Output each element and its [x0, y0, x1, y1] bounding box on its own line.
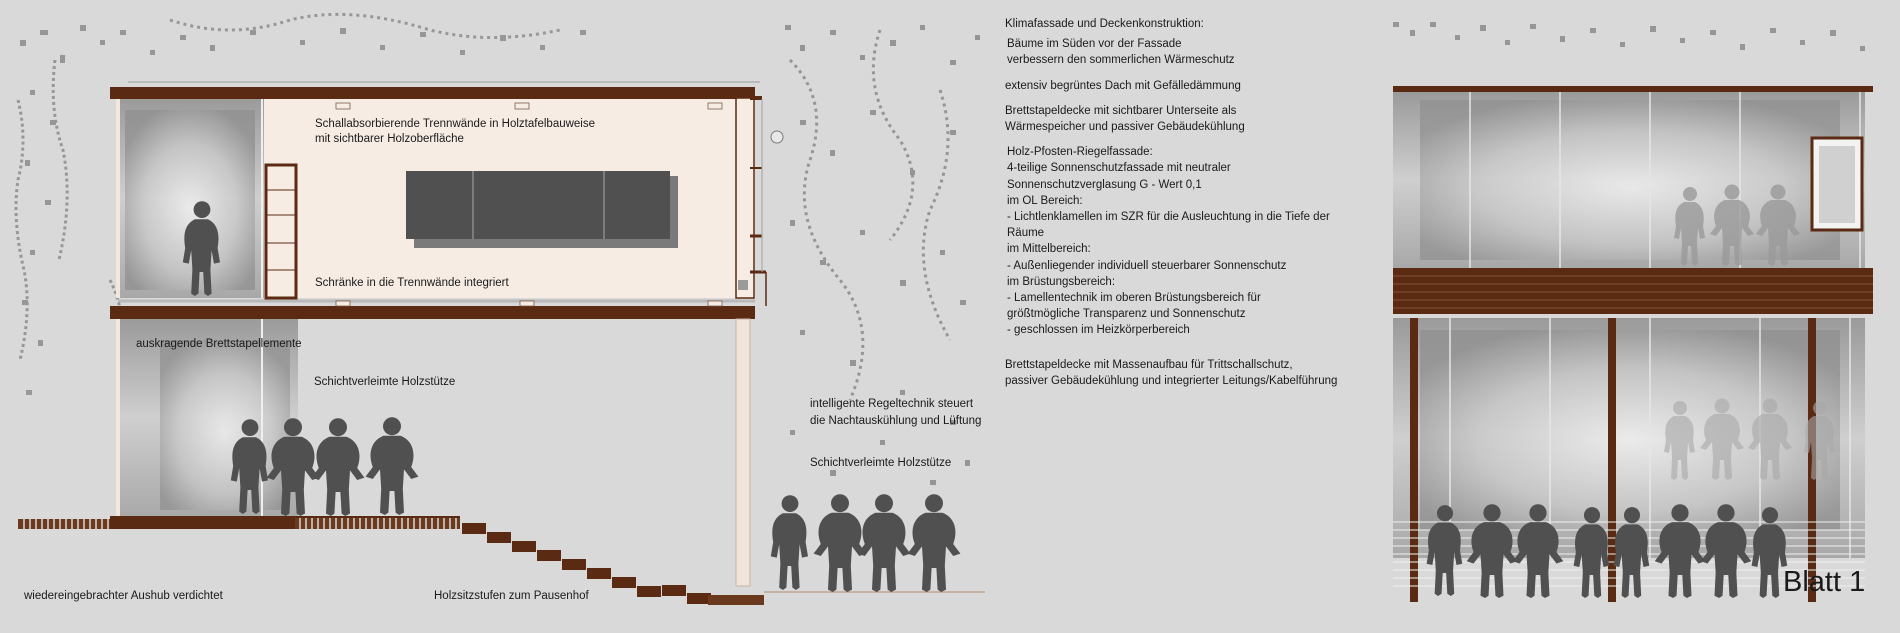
sheet-number: Blatt 1: [1783, 566, 1866, 598]
notes-facade-10: - Lamellentechnik im oberen Brüstungsbereich für: [1007, 292, 1261, 305]
notes-trees-2: verbessern den sommerlichen Wärmeschutz: [1007, 54, 1235, 67]
facade-view: [1393, 22, 1873, 602]
notes-facade-7: im Mittelbereich:: [1007, 243, 1091, 256]
notes-roof: extensiv begrüntes Dach mit Gefälledämmung: [1005, 79, 1241, 92]
notes-facade-11: größtmögliche Transparenz und Sonnenschutz: [1007, 308, 1246, 321]
notes-facade-3: Sonnenschutzverglasung G - Wert 0,1: [1007, 178, 1202, 191]
notes-facade-9: im Brüstungsbereich:: [1007, 275, 1116, 288]
notes-facade-2: 4-teilige Sonnenschutzfassade mit neutraler: [1007, 162, 1231, 175]
notes-panel: [1005, 16, 1385, 389]
notes-facade-8: - Außenliegender individuell steuerbarer Sonnenschutz: [1007, 259, 1287, 272]
notes-floor-2: passiver Gebäudekühlung und integrierter Leitungs/Kabelführung: [1005, 374, 1338, 387]
timber-column: [736, 319, 750, 586]
intermediate-floor-slab: [110, 306, 755, 319]
facade-floor-band: [1393, 268, 1873, 314]
label-cantilever: auskragende Brettstapellemente: [136, 338, 302, 350]
roof-slab: [110, 87, 755, 99]
label-steps: Holzsitzstufen zum Pausenhof: [434, 590, 589, 602]
facade-element: [736, 98, 754, 298]
notes-facade-1: Holz-Pfosten-Riegelfassade:: [1007, 146, 1153, 159]
notes-ceiling-2: Wärmespeicher und passiver Gebäudekühlung: [1005, 121, 1245, 134]
people-courtyard: [771, 494, 961, 592]
notes-trees-1: Bäume im Süden vor der Fassade: [1007, 38, 1182, 51]
notes-floor-1: Brettstapeldecke mit Massenaufbau für Trittschallschutz,: [1005, 358, 1293, 371]
facade-roof-edge: [1393, 86, 1873, 92]
label-column-2: Schichtverleimte Holzstütze: [810, 457, 952, 469]
notes-facade-4: im OL Bereich:: [1007, 194, 1083, 207]
label-backfill: wiedereingebrachter Aushub verdichtet: [24, 590, 223, 602]
wall-board: [406, 171, 670, 239]
label-control-line2: die Nachtauskühlung und Lüftung: [810, 415, 982, 427]
label-partitions: Schallabsorbierende Trennwände in Holztafelbauweise: [315, 118, 596, 130]
label-column: Schichtverleimte Holzstütze: [314, 376, 456, 388]
notes-facade-5: - Lichtlenklamellen im SZR für die Ausleuchtung in die Tiefe der: [1007, 211, 1330, 224]
ground-hatch: [24, 519, 108, 529]
label-control: intelligente Regeltechnik steuert: [810, 398, 974, 410]
notes-facade-6: Räume: [1007, 227, 1045, 240]
notes-title: Klimafassade und Deckenkonstruktion:: [1005, 18, 1204, 30]
people-facade-upper: [1674, 185, 1800, 267]
label-cabinets: Schränke in die Trennwände integriert: [315, 277, 509, 289]
notes-facade-12: - geschlossen im Heizkörperbereich: [1007, 324, 1190, 337]
notes-ceiling-1: Brettstapeldecke mit sichtbarer Unterseite als: [1005, 104, 1237, 117]
label-partitions-line2: mit sichtbarer Holzoberfläche: [315, 133, 464, 145]
